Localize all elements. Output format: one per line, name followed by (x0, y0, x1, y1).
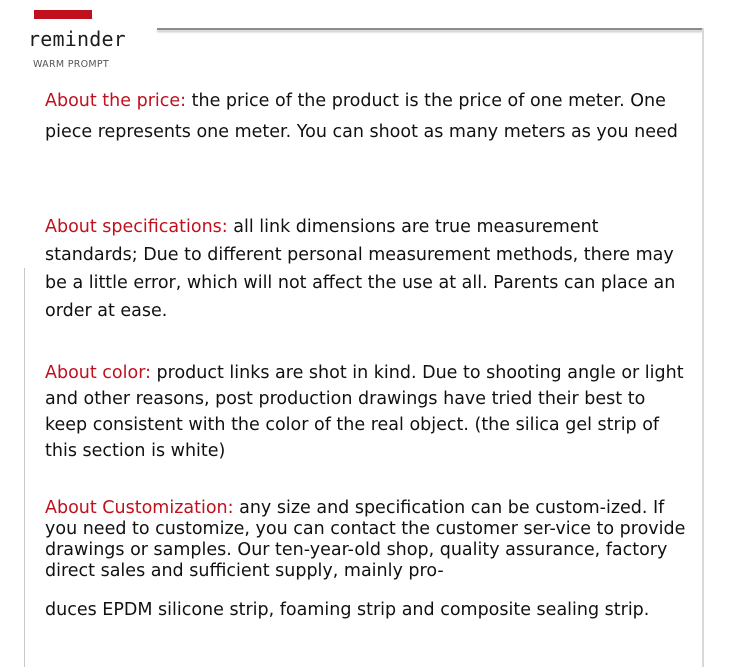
section-color-body: product links are shot in kind. Due to shooting angle or light and other reasons, post production drawings have tried their best to keep consistent with the color of the real object. (the silica gel strip of this section is white) (45, 363, 684, 461)
section-customization-body: any size and specification can be custom-ized. If you need to customize, you can contact the customer ser-vice to provide drawings or samples. Our ten-year-old shop, quality assurance, factory direct sales and sufficient supply, mainly pro- (45, 498, 686, 581)
header-divider (157, 28, 703, 30)
section-color (45, 360, 691, 464)
section-specifications-body: all link dimensions are true measurement standards; Due to different personal measurement methods, there may be a little error, which will not affect the use at all. Parents can place an order at ease. (45, 217, 676, 321)
section-color-lead: About color: (45, 363, 151, 383)
left-border (24, 268, 25, 667)
accent-bar (34, 10, 92, 19)
section-price-lead: About the price: (45, 91, 187, 111)
right-border (702, 28, 704, 667)
section-customization-lead: About Customization: (45, 498, 234, 518)
section-price-body: the price of the product is the price of one meter. One piece represents one meter. You can shoot as many meters as you need (45, 91, 678, 142)
section-customization (45, 498, 691, 582)
section-price (45, 86, 691, 148)
page-subtitle: WARM PROMPT (33, 59, 110, 70)
section-specifications (45, 213, 691, 325)
page-title: reminder (28, 27, 126, 51)
section-customization-tail: duces EPDM silicone strip, foaming strip and composite sealing strip. (45, 600, 650, 620)
section-specifications-lead: About specifications: (45, 217, 228, 237)
